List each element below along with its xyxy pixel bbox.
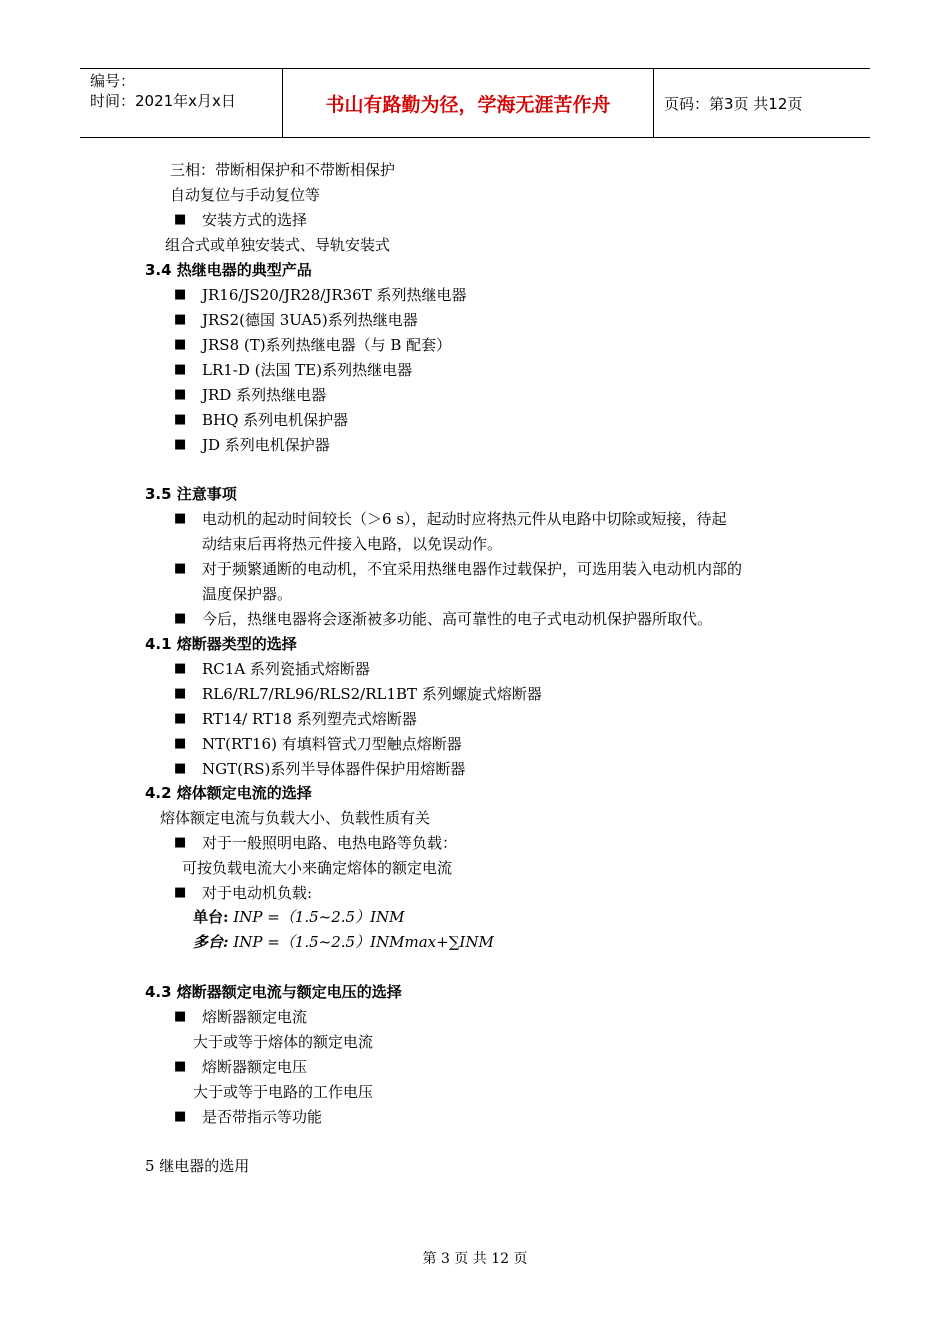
bullet-item: ■ NGT(RS)系列半导体器件保护用熔断器 (202, 759, 465, 779)
header-motto: 书山有路勤为径，学海无涯苦作舟 (283, 69, 654, 137)
number-label: 编号： (90, 72, 136, 90)
section-heading: 3.4 热继电器的典型产品 (145, 261, 312, 279)
bullet-item: ■ BHQ 系列电机保护器 (202, 410, 348, 430)
bullet-item: ■ 对于电动机负载: (202, 883, 312, 903)
text-line: 5 继电器的选用 (145, 1157, 250, 1175)
text-line: 组合式或单独安装式、导轨安装式 (165, 236, 391, 254)
formula-single-expr: INP =（1.5~2.5）INM (233, 908, 405, 926)
formula-multi (193, 932, 494, 952)
text-line: 温度保护器。 (202, 585, 293, 603)
time-label: 时间：2021年x月x日 (90, 92, 236, 110)
bullet-item: ■ JRS2(德国 3UA5)系列热继电器 (202, 310, 418, 330)
page-footer: 第 3 页 共 12 页 (422, 1251, 528, 1267)
bullet-item: ■ JRS8 (T)系列热继电器（与 B 配套） (202, 335, 451, 355)
bullet-item: ■ NT(RT16) 有填料管式刀型触点熔断器 (202, 734, 462, 754)
formula-single-label: 单台: (193, 908, 229, 926)
header-meta (80, 69, 283, 137)
header-page-info: 页码：第3页 共12页 (664, 94, 803, 113)
bullet-item: ■ 熔断器额定电流 (202, 1007, 307, 1027)
section-heading: 4.2 熔体额定电流的选择 (145, 784, 312, 802)
formula-single (193, 907, 405, 927)
text-line: 大于或等于熔体的额定电流 (193, 1033, 374, 1051)
page-header (80, 68, 870, 138)
bullet-item: ■ LR1-D (法国 TE)系列热继电器 (202, 360, 412, 380)
text-line: 三相：带断相保护和不带断相保护 (170, 161, 396, 179)
bullet-item: ■ JRD 系列热继电器 (202, 385, 326, 405)
bullet-item: ■ RT14/ RT18 系列塑壳式熔断器 (202, 709, 417, 729)
bullet-item: ■ JR16/JS20/JR28/JR36T 系列热继电器 (202, 285, 467, 305)
text-line: 熔体额定电流与负载大小、负载性质有关 (160, 809, 431, 827)
bullet-item: ■ RL6/RL7/RL96/RLS2/RL1BT 系列螺旋式熔断器 (202, 684, 542, 704)
text-line: 大于或等于电路的工作电压 (193, 1083, 374, 1101)
formula-multi-label: 多台: (193, 933, 229, 951)
bullet-item: ■ 电动机的起动时间较长（＞6 s），起动时应将热元件从电路中切除或短接，待起 (202, 509, 727, 529)
text-line: 动结束后再将热元件接入电路，以免误动作。 (202, 535, 503, 553)
bullet-item: ■ 熔断器额定电压 (202, 1057, 307, 1077)
formula-multi-expr: INP =（1.5~2.5）INMmax+∑INM (233, 933, 494, 951)
text-line: 可按负载电流大小来确定熔体的额定电流 (182, 859, 453, 877)
bullet-item: ■ 是否带指示等功能 (202, 1107, 322, 1127)
bullet-item: ■ RC1A 系列瓷插式熔断器 (202, 659, 370, 679)
section-heading: 4.1 熔断器类型的选择 (145, 635, 297, 653)
bullet-item: ■ 对于频繁通断的电动机，不宜采用热继电器作过载保护，可选用装入电动机内部的 (202, 559, 742, 579)
section-heading: 3.5 注意事项 (145, 485, 237, 503)
bullet-item: ■ 今后，热继电器将会逐渐被多功能、高可靠性的电子式电动机保护器所取代。 (202, 609, 712, 629)
bullet-item: ■ 对于一般照明电路、电热电路等负载： (202, 833, 457, 853)
bullet-item: ■ 安装方式的选择 (202, 210, 307, 230)
bullet-item: ■ JD 系列电机保护器 (202, 435, 330, 455)
section-heading: 4.3 熔断器额定电流与额定电压的选择 (145, 983, 402, 1001)
text-line: 自动复位与手动复位等 (170, 186, 321, 204)
